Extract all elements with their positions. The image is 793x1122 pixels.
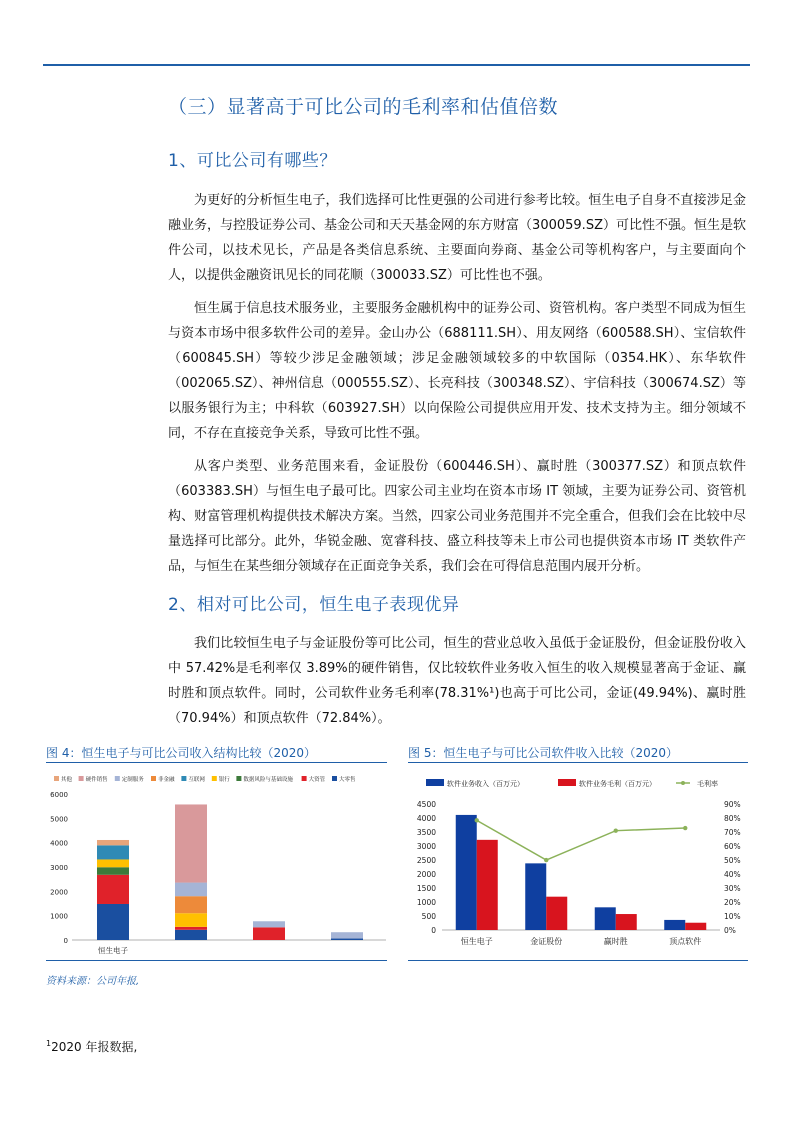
y-tick-label: 5000 bbox=[50, 815, 68, 824]
figure-5-title: 图 5：恒生电子与可比公司软件收入比较（2020） bbox=[408, 746, 678, 760]
bar-1-0 bbox=[525, 863, 546, 930]
x-category-label: 顶点软件 bbox=[669, 937, 702, 946]
y-left-tick-label: 2000 bbox=[416, 870, 436, 879]
subsection-2-title: 2、相对可比公司，恒生电子表现优异 bbox=[168, 595, 460, 615]
bar-0-0 bbox=[456, 815, 477, 930]
margin-rate-line bbox=[477, 820, 686, 860]
margin-rate-point-2 bbox=[614, 828, 618, 832]
legend-label-6: 数据风险与基础设施 bbox=[243, 777, 293, 783]
bar-segment-0-8 bbox=[97, 840, 129, 845]
legend-label-1: 软件业务毛利（百万元） bbox=[579, 780, 656, 788]
legend-label-2: 定制服务 bbox=[121, 777, 144, 783]
y-left-tick-label: 2500 bbox=[416, 856, 436, 865]
y-left-tick-label: 4500 bbox=[416, 800, 436, 809]
y-tick-label: 4000 bbox=[50, 839, 68, 848]
y-tick-label: 0 bbox=[63, 937, 68, 945]
bar-segment-0-3 bbox=[97, 859, 129, 867]
paragraph-1: 为更好的分析恒生电子，我们选择可比性更强的公司进行参考比较。恒生电子自身不直接涉足金融业务，与控股证券公司、基金公司和天天基金网的东方财富（300059.SZ）可比性不强。恒生是软件公司，以技术见长，产品是各类信息系统、主要面向券商、基金公司等机构客户，与主要面向个人，以提供金融资讯见长的同花顺（300033.SZ）可比性也不强。 bbox=[168, 193, 746, 283]
bar-segment-3-0 bbox=[331, 939, 363, 940]
y-right-tick-label: 10% bbox=[724, 912, 741, 921]
y-left-tick-label: 0 bbox=[431, 926, 436, 935]
y-tick-label: 6000 bbox=[50, 791, 68, 799]
legend-marker-2 bbox=[681, 781, 685, 785]
legend-swatch-6 bbox=[236, 776, 241, 781]
bar-1-1 bbox=[546, 897, 567, 930]
legend-label-3: 非金融 bbox=[158, 777, 175, 783]
y-left-tick-label: 1500 bbox=[416, 884, 436, 893]
legend-swatch-7 bbox=[302, 776, 307, 781]
bar-2-1 bbox=[616, 914, 637, 930]
legend-label-0: 软件业务收入（百万元） bbox=[447, 780, 524, 788]
bar-segment-3-6 bbox=[331, 932, 363, 938]
bar-segment-2-1 bbox=[253, 927, 285, 940]
margin-rate-point-0 bbox=[475, 818, 479, 822]
footnote bbox=[46, 1038, 137, 1055]
legend-label-0: 其他 bbox=[61, 777, 73, 783]
legend-label-1: 硬件销售 bbox=[85, 777, 108, 783]
bar-segment-1-7 bbox=[175, 804, 207, 882]
figure-5-title-rule bbox=[408, 762, 748, 763]
bar-segment-2-6 bbox=[253, 921, 285, 927]
legend-swatch-3 bbox=[151, 776, 156, 781]
figure-4-title-rule bbox=[46, 762, 387, 763]
y-right-tick-label: 80% bbox=[724, 814, 741, 823]
margin-rate-point-3 bbox=[683, 826, 687, 830]
header-rule bbox=[43, 64, 750, 66]
y-right-tick-label: 20% bbox=[724, 898, 741, 907]
bar-segment-1-0 bbox=[175, 930, 207, 940]
figure-4-bottom-rule bbox=[46, 960, 387, 961]
footnote-mark: 1 bbox=[46, 1039, 52, 1048]
subsection-1-title: 1、可比公司有哪些？ bbox=[168, 151, 337, 171]
x-category-label: 恒生电子 bbox=[98, 946, 128, 955]
y-left-tick-label: 4000 bbox=[416, 814, 436, 823]
bar-3-0 bbox=[664, 920, 685, 930]
section-title: （三）显著高于可比公司的毛利率和估值倍数 bbox=[168, 96, 559, 118]
x-category-label: 赢时胜 bbox=[603, 937, 628, 946]
legend-label-4: 互联网 bbox=[188, 777, 205, 783]
legend-label-8: 大零售 bbox=[339, 777, 356, 783]
legend-swatch-5 bbox=[212, 776, 217, 781]
legend-swatch-0 bbox=[426, 779, 444, 786]
legend-swatch-1 bbox=[558, 779, 576, 786]
subsection-1-body bbox=[168, 188, 746, 579]
legend-swatch-2 bbox=[115, 776, 120, 781]
footnote-text: 2020 年报数据, bbox=[51, 1040, 138, 1054]
bar-segment-0-0 bbox=[97, 904, 129, 940]
y-tick-label: 3000 bbox=[50, 864, 68, 872]
legend-label-5: 银行 bbox=[218, 777, 230, 783]
source-note: 资料来源：公司年报, bbox=[46, 976, 140, 987]
legend-swatch-4 bbox=[181, 776, 186, 781]
paragraph-4: 我们比较恒生电子与金证股份等可比公司，恒生的营业总收入虽低于金证股份，但金证股份收入中 57.42%是毛利率仅 3.89%的硬件销售，仅比较软件业务收入恒生的收入规模显著高于金证、赢时胜和顶点软件。同时，公司软件业务毛利率(78.31%¹)也高于可比公司，金证(49.94%)、赢时胜（70.94%）和顶点软件（72.84%）。 bbox=[168, 636, 746, 726]
bar-segment-0-1 bbox=[97, 875, 129, 904]
y-tick-label: 2000 bbox=[50, 888, 68, 897]
y-left-tick-label: 1000 bbox=[416, 898, 436, 907]
x-category-label: 恒生电子 bbox=[460, 937, 493, 946]
margin-rate-point-1 bbox=[544, 858, 548, 862]
bar-segment-1-1 bbox=[175, 927, 207, 930]
bar-segment-1-3 bbox=[175, 913, 207, 927]
y-tick-label: 1000 bbox=[50, 912, 68, 921]
figure-4-title: 图 4：恒生电子与可比公司收入结构比较（2020） bbox=[46, 746, 316, 760]
x-category-label: 金证股份 bbox=[530, 937, 563, 946]
y-right-tick-label: 90% bbox=[724, 800, 741, 809]
legend-swatch-1 bbox=[79, 776, 84, 781]
y-left-tick-label: 3500 bbox=[416, 828, 436, 837]
bar-2-0 bbox=[595, 907, 616, 930]
legend-swatch-8 bbox=[332, 776, 337, 781]
y-right-tick-label: 30% bbox=[724, 884, 741, 893]
figure-5-chart bbox=[408, 766, 750, 958]
paragraph-3: 从客户类型、业务范围来看，金证股份（600446.SH）、赢时胜（300377.SZ）和顶点软件（603383.SH）与恒生电子最可比。四家公司主业均在资本市场 IT 领域，主要为证券公司、资管机构、财富管理机构提供技术解决方案。当然，四家公司业务范围并不完全重合，但我们会在比较中尽量选择可比部分。此外，华锐金融、宽睿科技、盛立科技等未上市公司也提供资本市场 IT 类软件产品，与恒生在某些细分领域存在正面竞争关系，我们会在可得信息范围内展开分析。 bbox=[168, 459, 746, 574]
bar-segment-0-2 bbox=[97, 867, 129, 875]
legend-swatch-0 bbox=[54, 776, 59, 781]
legend-label-7: 大资管 bbox=[308, 777, 326, 783]
y-right-tick-label: 60% bbox=[724, 842, 741, 851]
y-right-tick-label: 0% bbox=[724, 926, 736, 935]
figure-4-chart bbox=[46, 766, 392, 958]
y-right-tick-label: 50% bbox=[724, 856, 741, 865]
y-left-tick-label: 3000 bbox=[416, 842, 436, 851]
y-left-tick-label: 500 bbox=[421, 912, 436, 921]
subsection-2-body bbox=[168, 631, 746, 731]
y-right-tick-label: 70% bbox=[724, 828, 741, 837]
y-right-tick-label: 40% bbox=[724, 870, 741, 879]
paragraph-2: 恒生属于信息技术服务业，主要服务金融机构中的证券公司、资管机构。客户类型不同成为恒生与资本市场中很多软件公司的差异。金山办公（688111.SH）、用友网络（600588.SH）、宝信软件（600845.SH）等较少涉足金融领域；涉足金融领域较多的中软国际（0354.HK）、东华软件（002065.SZ）、神州信息（000555.SZ）、长亮科技（300348.SZ）、宇信科技（300674.SZ）等以服务银行为主；中科软（603927.SH）以向保险公司提供应用开发、技术支持为主。细分领域不同，不存在直接竞争关系，导致可比性不强。 bbox=[168, 301, 746, 441]
figure-5-bottom-rule bbox=[408, 960, 748, 961]
bar-segment-1-6 bbox=[175, 883, 207, 897]
legend-label-2: 毛利率 bbox=[697, 780, 718, 788]
bar-3-1 bbox=[685, 923, 706, 930]
bar-0-1 bbox=[477, 840, 498, 930]
bar-segment-0-4 bbox=[97, 845, 129, 859]
bar-segment-1-5 bbox=[175, 896, 207, 913]
